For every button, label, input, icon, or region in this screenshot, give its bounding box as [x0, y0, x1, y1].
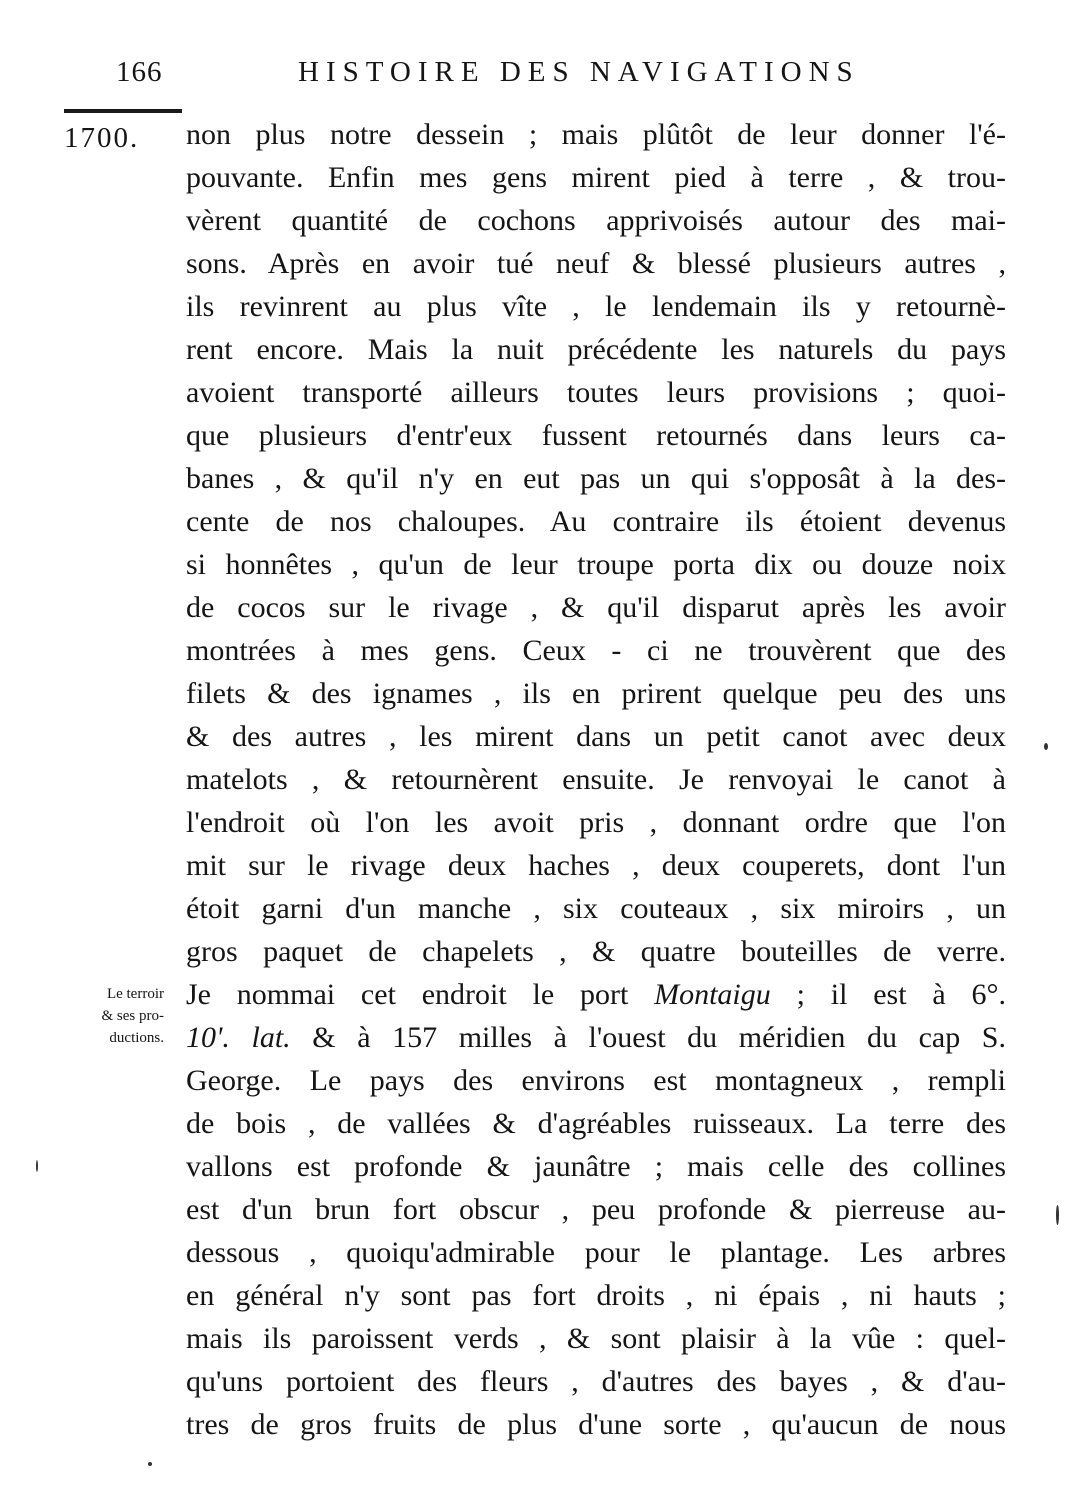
- side-note-line: ductions.: [109, 1030, 164, 1046]
- text-line: ils revinrent au plus vîte , le lendemain ils y retournè-: [186, 290, 1006, 323]
- running-title: HISTOIRE DES NAVIGATIONS: [298, 56, 860, 88]
- side-note-line: Le terroir: [106, 986, 164, 1002]
- text-line: qu'uns portoient des fleurs , d'autres des bayes , & d'au-: [186, 1365, 1006, 1398]
- latitude: 10'. lat.: [186, 1021, 291, 1054]
- scan-speck: [1044, 743, 1048, 750]
- text-line: mit sur le rivage deux haches , deux couperets, dont l'un: [186, 849, 1006, 882]
- text-line: de bois , de vallées & d'agréables ruisseaux. La terre des: [186, 1107, 1006, 1140]
- text-line: étoit garni d'un manche , six couteaux , six miroirs , un: [186, 892, 1006, 925]
- text-line: en général n'y sont pas fort droits , ni épais , ni hauts ;: [186, 1279, 1006, 1312]
- text-line: & des autres , les mirent dans un petit canot avec deux: [186, 720, 1006, 753]
- text-line: avoient transporté ailleurs toutes leurs provisions ; quoi-: [186, 376, 1006, 409]
- text-line: banes , & qu'il n'y en eut pas un qui s'opposât à la des-: [186, 462, 1006, 495]
- margin-year: 1700.: [64, 122, 140, 154]
- text-line: dessous , quoiqu'admirable pour le plantage. Les arbres: [186, 1236, 1006, 1269]
- scan-speck: [148, 1462, 152, 1466]
- text-line: George. Le pays des environs est montagneux , rempli: [186, 1064, 1006, 1097]
- text-line: non plus notre dessein ; mais plûtôt de leur donner l'é-: [186, 118, 1006, 151]
- text-line: que plusieurs d'entr'eux fussent retournés dans leurs ca-: [186, 419, 1006, 452]
- place-name: Montaigu: [654, 978, 771, 1011]
- text-line: sons. Après en avoir tué neuf & blessé plusieurs autres ,: [186, 247, 1006, 280]
- side-note: [40, 983, 164, 1049]
- text-line: rent encore. Mais la nuit précédente les naturels du pays: [186, 333, 1006, 366]
- text-fragment: Je nommai cet endroit le port: [186, 978, 655, 1011]
- text-line: cente de nos chaloupes. Au contraire ils étoient devenus: [186, 505, 1006, 538]
- text-line: vallons est profonde & jaunâtre ; mais celle des collines: [186, 1150, 1006, 1183]
- text-line: pouvante. Enfin mes gens mirent pied à terre , & trou-: [186, 161, 1006, 194]
- text-line: gros paquet de chapelets , & quatre bouteilles de verre.: [186, 935, 1006, 968]
- body-text: [186, 113, 1006, 1446]
- text-line: mais ils paroissent verds , & sont plaisir à la vûe : quel-: [186, 1322, 1006, 1355]
- scan-speck: [36, 1160, 38, 1172]
- year-rule: [64, 109, 182, 113]
- text-line: montrées à mes gens. Ceux - ci ne trouvèrent que des: [186, 634, 1006, 667]
- scan-speck: [1056, 1205, 1059, 1225]
- text-line: [186, 1016, 1006, 1059]
- page-number: 166: [116, 56, 163, 88]
- text-line: tres de gros fruits de plus d'une sorte , qu'aucun de nous: [186, 1408, 1006, 1441]
- text-line: filets & des ignames , ils en prirent quelque peu des uns: [186, 677, 1006, 710]
- text-line: vèrent quantité de cochons apprivoisés autour des mai-: [186, 204, 1006, 237]
- text-line: matelots , & retournèrent ensuite. Je renvoyai le canot à: [186, 763, 1006, 796]
- text-line: l'endroit où l'on les avoit pris , donnant ordre que l'on: [186, 806, 1006, 839]
- text-fragment: & à 157 milles à l'ouest du méridien du cap S.: [290, 1021, 1006, 1054]
- text-line: [186, 973, 1006, 1016]
- text-line: est d'un brun fort obscur , peu profonde & pierreuse au-: [186, 1193, 1006, 1226]
- text-line: de cocos sur le rivage , & qu'il disparut après les avoir: [186, 591, 1006, 624]
- side-note-line: & ses pro-: [101, 1008, 164, 1024]
- text-fragment: ; il est à 6°.: [770, 978, 1006, 1011]
- text-line: si honnêtes , qu'un de leur troupe porta dix ou douze noix: [186, 548, 1006, 581]
